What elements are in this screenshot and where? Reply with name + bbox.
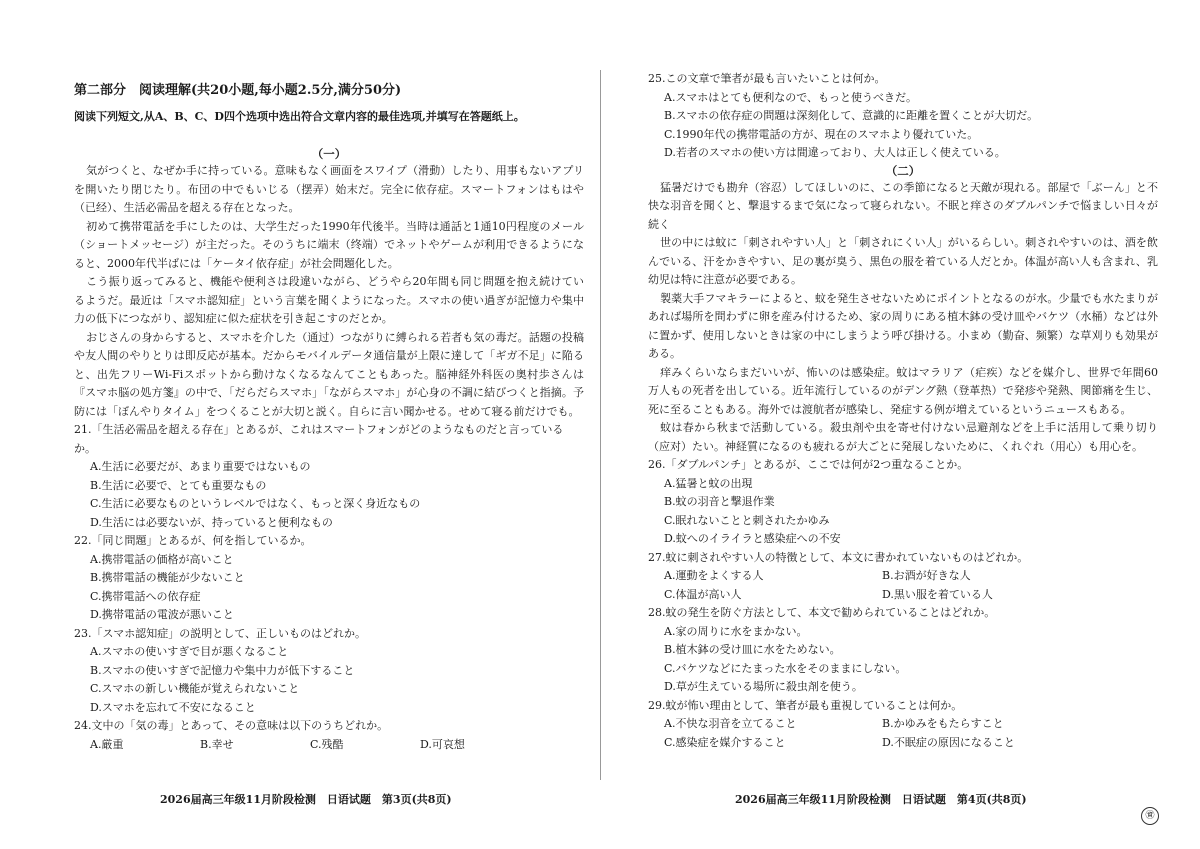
option: D.不眠症の原因になること <box>882 735 1015 749</box>
option: D.携帯電話の電波が悪いこと <box>90 608 234 621</box>
options-row <box>648 586 1158 605</box>
option: C.バケツなどにたまった水をそのままにしない。 <box>664 661 907 675</box>
option: B.お酒が好きな人 <box>882 569 971 582</box>
instructions: 阅读下列短文,从A、B、C、D四个选项中选出符合文章内容的最佳选项,并填写在答题纸上。 <box>74 110 525 123</box>
page-divider <box>600 70 601 780</box>
section-title: 第二部分 阅读理解(共20小题,每小题2.5分,满分50分) <box>74 83 402 98</box>
passage-heading: （一） <box>311 147 347 161</box>
option: C.携帯電話への依存症 <box>90 589 201 603</box>
option: A.スマホの使いすぎで目が悪くなること <box>90 645 289 658</box>
option: A.生活に必要だが、あまり重要ではないもの <box>90 460 311 473</box>
option: B.幸せ <box>200 737 234 751</box>
option: C.眠れないことと刺されたかゆみ <box>664 513 830 527</box>
paragraph: 猛暑だけでも勘弁（容忍）してほしいのに、この季節になると天敵が現れる。部屋で「ぶーん」と不快な羽音を聞くと、撃退するまで気になって寝られない。不眠と痒さのダブルパンチで悩ましい日々が続く <box>648 180 1158 231</box>
option: D.若者のスマホの使い方は間違っており、大人は正しく使えている。 <box>664 146 1006 159</box>
paragraph: 世の中には蚊に「刺されやすい人」と「刺されにくい人」がいるらしい。刺されやすいのは、酒を飲んでいる、汗をかきやすい、足の裏が臭う、黒色の服を着ている人だとか。体温が高い人も含まれ、乳幼児は特に注意が必要である。 <box>648 236 1158 286</box>
paragraph: 痒みくらいならまだいいが、怖いのは感染症。蚊はマラリア（疟疾）などを媒介し、世界で年間60万人もの死者を出している。近年流行しているのがデング熱（登革热）で発疹や発熱、関節痛を生じ、死に至ることもある。海外では渡航者が感染し、発症する例が増えているというニュースもある。 <box>648 365 1158 416</box>
options-row <box>648 734 1158 753</box>
option: D.スマホを忘れて不安になること <box>90 700 256 714</box>
option: D.黒い服を着ている人 <box>882 587 993 601</box>
question-26: 26.「ダブルパンチ」とあるが、ここでは何が2つ重なることか。 <box>648 458 969 471</box>
option: C.残酷 <box>310 737 344 751</box>
paragraph: 初めて携帯電話を手にしたのは、大学生だった1990年代後半。当時は通話と1通10円程度のメール（ショートメッセージ）が主だった。そのうちに端末（终端）でネットやゲームが利用できるようになると、2000年代半ばには「ケータイ依存症」が社会問題化した。 <box>74 219 584 270</box>
option: A.運動をよくする人 <box>664 569 764 582</box>
option: A.猛暑と蚊の出現 <box>664 476 753 490</box>
option: B.蚊の羽音と撃退作業 <box>664 495 775 508</box>
option: D.可哀想 <box>420 737 465 751</box>
options-row <box>74 736 584 755</box>
paragraph: こう振り返ってみると、機能や便利さは段違いながら、どうやら20年間も同じ問題を抱え続けているようだ。最近は「スマホ認知症」という言葉を聞くようになった。スマホの使い過ぎが記憶力や集中力の低下につながり、認知症に似た症状を引き起こすのだとか。 <box>74 275 584 325</box>
options-row <box>648 567 1158 586</box>
passage-heading: （二） <box>885 163 921 178</box>
option: C.感染症を媒介すること <box>664 735 786 749</box>
option: B.スマホの使いすぎで記憶力や集中力が低下すること <box>90 663 355 677</box>
question-24: 24.文中の「気の毒」とあって、その意味は以下のうちどれか。 <box>74 719 389 732</box>
paragraph: 蚊は春から秋まで活動している。殺虫剤や虫を寄せ付けない忌避剤などを上手に活用して乗り切り（应对）たい。神経質になるのも疲れるが大ごとに発展しないために、くれぐれ（用心）も用心を。 <box>648 421 1158 453</box>
page-footer: 2026届高三年级11月阶段检测 日语试题 第4页(共8页) <box>735 793 1027 806</box>
question-23: 23.「スマホ認知症」の説明として、正しいものはどれか。 <box>74 626 367 640</box>
page-footer: 2026届高三年级11月阶段检测 日语试题 第3页(共8页) <box>160 793 452 806</box>
option: C.生活に必要なものというレベルではなく、もっと深く身近なもの <box>90 497 421 510</box>
option: A.厳重 <box>90 737 124 751</box>
option: A.不快な羽音を立てること <box>664 717 797 730</box>
option: B.植木鉢の受け皿に水をためない。 <box>664 643 841 656</box>
question-27: 27.蚊に刺されやすい人の特徴として、本文に書かれていないものはどれか。 <box>648 550 1029 564</box>
question-22: 22.「同じ問題」とあるが、何を指しているか。 <box>74 534 312 547</box>
option: B.生活に必要で、とても重要なもの <box>90 478 267 492</box>
question-21: 21.「生活必需品を超える存在」とあるが、これはスマートフォンがどのようなものだと言っているか。 <box>74 423 564 455</box>
option: A.携帯電話の価格が高いこと <box>90 552 234 566</box>
right-content <box>648 70 1158 752</box>
option: B.スマホの依存症の問題は深刻化して、意識的に距離を置くことが大切だ。 <box>664 109 1039 122</box>
option: C.1990年代の携帯電話の方が、現在のスマホより優れていた。 <box>664 127 979 141</box>
option: A.家の周りに水をまかない。 <box>664 624 808 638</box>
paragraph: おじさんの身からすると、スマホを介した（通过）つながりに縛られる若者も気の毒だ。話題の投稿や友人間のやりとりは即反応が基本。だからモバイルデータ通信量が上限に達して「ギガ不足」に陥ると、出先フリーWi-Fiスポットから動けなくなるなんてこともあった。脳神経外科医の奥村歩さんは『スマホ脳の処方箋』の中で、「だらだらスマホ」「ながらスマホ」が心身の不調に結びつくと指摘。予防には「ぼんやりタイム」をつくることが大切と説く。自らに言い聞かせる。せめて寝る前だけでも。 <box>74 330 584 418</box>
options-row <box>648 715 1158 734</box>
option: D.草が生えている場所に殺虫剤を使う。 <box>664 680 863 693</box>
option: B.携帯電話の機能が少ないこと <box>90 571 245 584</box>
option: B.かゆみをもたらすこと <box>882 717 1004 730</box>
option: C.スマホの新しい機能が覚えられないこと <box>90 682 300 695</box>
question-28: 28.蚊の発生を防ぐ方法として、本文で勧められていることはどれか。 <box>648 606 996 619</box>
option: D.蚊へのイライラと感染症への不安 <box>664 532 841 545</box>
option: D.生活には必要ないが、持っていると便利なもの <box>90 515 333 529</box>
option: C.体温が高い人 <box>664 587 742 601</box>
paragraph: 製薬大手フマキラーによると、蚊を発生させないためにポイントとなるのが水。少量でも水たまりがあれば場所を問わずに卵を産み付けるため、家の周りにある植木鉢の受け皿やバケツ（水桶）などは外に置かず、使用しないときは家の中にしまうよう呼び掛ける。小まめ（勤奋、频繁）な草刈りも効果がある。 <box>648 291 1158 360</box>
option: A.スマホはとても便利なので、もっと使うべきだ。 <box>664 90 917 104</box>
passage-1 <box>74 146 584 754</box>
paragraph: 気がつくと、なぜか手に持っている。意味もなく画面をスワイプ（滑動）したり、用事もないアプリを開いたり閉じたり。布団の中でもいじる（摆弄）始末だ。完全に依存症。スマートフォンはもはや（已经）、生活必需品を超える存在となった。 <box>74 164 584 214</box>
question-29: 29.蚊が怖い理由として、筆者が最も重視していることは何か。 <box>648 698 963 712</box>
corner-mark-icon: ㊮ <box>1141 807 1159 825</box>
question-25: 25.この文章で筆者が最も言いたいことは何か。 <box>648 72 886 85</box>
